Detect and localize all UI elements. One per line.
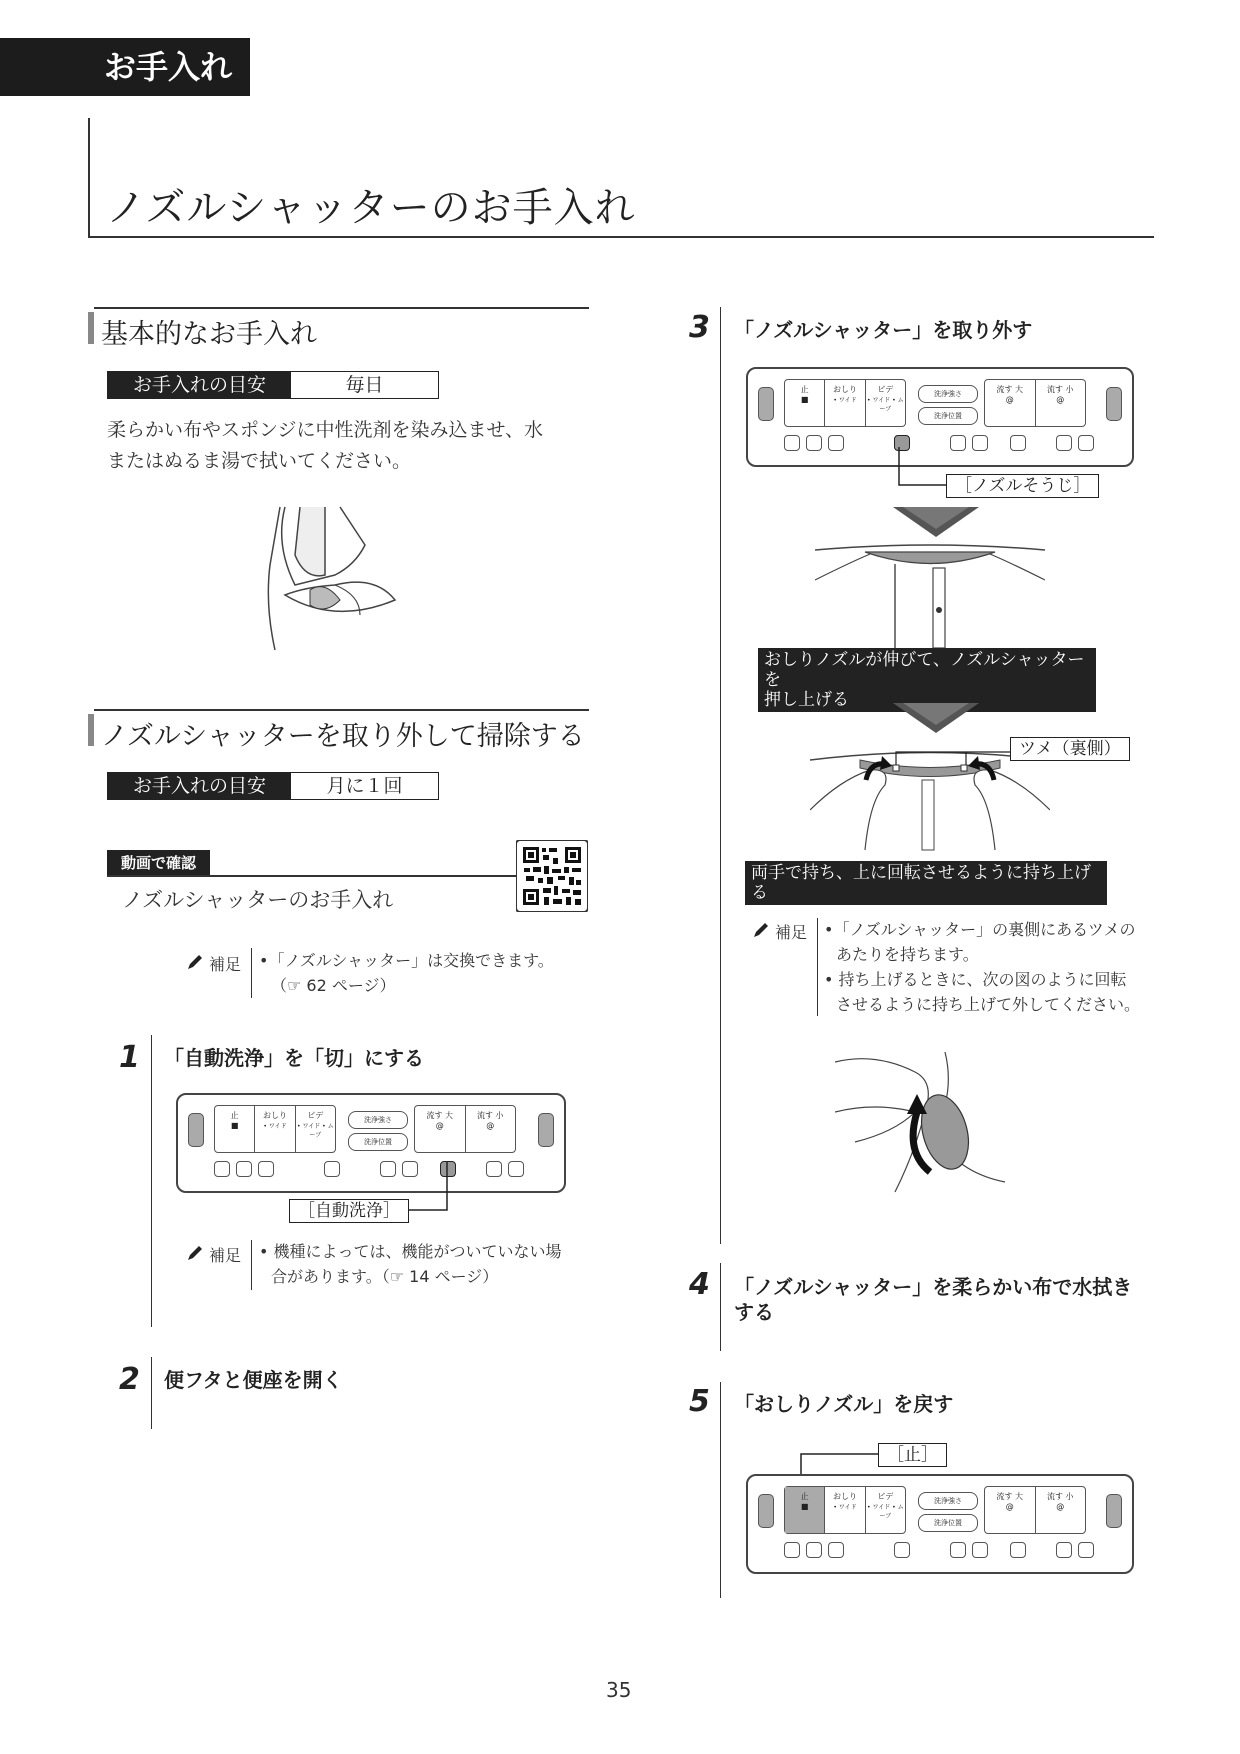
panel-mode-group [784, 379, 906, 427]
step-3-note-label: 補足 [775, 923, 808, 942]
small-key[interactable] [508, 1161, 524, 1177]
pencil-icon [752, 921, 770, 939]
step-1-note [259, 1239, 562, 1289]
flush-large-key[interactable]: 流す 大 @ [415, 1106, 466, 1152]
step-1-note-divider [251, 1240, 252, 1290]
position-key[interactable]: 洗浄位置 [918, 407, 978, 425]
note-text [259, 948, 554, 998]
remote-panel-step1 [176, 1093, 566, 1193]
guide-value: 毎日 [345, 374, 384, 396]
step-3-number: 3 [689, 310, 710, 345]
position-key[interactable]: 洗浄位置 [918, 1514, 978, 1532]
auto-flush-key[interactable] [1010, 435, 1026, 451]
guide-label: お手入れの目安 [108, 372, 291, 398]
small-key[interactable] [828, 435, 844, 451]
guide-box-daily [107, 371, 439, 399]
section-remove-rule [94, 709, 589, 711]
pencil-icon [186, 1244, 204, 1262]
step-3-caption-2: 両手で持ち、上に回転させるように持ち上げる [745, 861, 1107, 905]
section-remove-title: ノズルシャッターを取り外して掃除する [101, 721, 585, 752]
stop-key[interactable]: 止 ■ [215, 1106, 255, 1152]
small-key[interactable] [1056, 435, 1072, 451]
guide-value: 月に１回 [326, 775, 403, 797]
small-key[interactable] [828, 1542, 844, 1558]
panel-bottom-keys [784, 1542, 1094, 1558]
down-arrow-icon [893, 703, 979, 733]
step-4-number: 4 [689, 1267, 710, 1302]
step-1-callout: ［自動洗浄］ [289, 1199, 409, 1223]
step-3-text: 「ノズルシャッター」を取り外す [734, 318, 1033, 342]
small-key[interactable] [486, 1161, 502, 1177]
section-remove-marker [88, 714, 94, 746]
section-basic-marker [88, 312, 94, 344]
nozzle-clean-key[interactable] [324, 1161, 340, 1177]
nozzle-clean-key[interactable] [894, 1542, 910, 1558]
flush-group [414, 1105, 516, 1153]
panel-right-cap [1106, 1494, 1122, 1528]
category-tab: お手入れ [0, 38, 250, 96]
small-key[interactable] [1056, 1542, 1072, 1558]
small-key[interactable] [236, 1161, 252, 1177]
title-vertical-rule [88, 118, 90, 238]
small-key[interactable] [214, 1161, 230, 1177]
guide-label: お手入れの目安 [108, 773, 291, 799]
panel-bottom-keys [214, 1161, 524, 1177]
basic-instructions [107, 415, 597, 477]
panel-left-cap [758, 1494, 774, 1528]
small-key[interactable] [806, 435, 822, 451]
small-key[interactable] [806, 1542, 822, 1558]
qr-code-icon[interactable] [516, 840, 588, 912]
pressure-key[interactable]: 洗浄強さ [348, 1111, 408, 1129]
oshiri-key[interactable]: おしり • ワイド [255, 1106, 295, 1152]
step-4-text [734, 1275, 1132, 1325]
step-5-text: 「おしりノズル」を戻す [734, 1392, 954, 1416]
rotate-lift-illustration [835, 1052, 1035, 1202]
small-key[interactable] [380, 1161, 396, 1177]
video-title[interactable]: ノズルシャッターのお手入れ [122, 888, 394, 912]
note-label: 補足 [209, 955, 242, 974]
flush-group [984, 1486, 1086, 1534]
caption-1-line2: 押し上げる [764, 690, 849, 710]
step-4-rule [720, 1263, 721, 1351]
step-4-text-line1: 「ノズルシャッター」を柔らかい布で水拭き [734, 1275, 1133, 1299]
small-key[interactable] [784, 1542, 800, 1558]
pressure-key[interactable]: 洗浄強さ [918, 1492, 978, 1510]
note-line1: •「ノズルシャッター」は交換できます。 [259, 951, 554, 970]
step-5-number: 5 [689, 1384, 710, 1419]
tab-callout: ツメ（裏側） [1010, 737, 1130, 761]
small-key[interactable] [1078, 1542, 1094, 1558]
step-1-note-line2[interactable]: 合があります。（☞ 14 ページ） [271, 1267, 499, 1286]
panel-mode-group [784, 1486, 906, 1534]
auto-flush-key[interactable] [1010, 1542, 1026, 1558]
page-number: 35 [606, 1678, 632, 1702]
flush-small-key[interactable]: 流す 小 @ [1046, 385, 1074, 404]
small-key[interactable] [784, 435, 800, 451]
panel-right-cap [1106, 387, 1122, 421]
flush-group [984, 379, 1086, 427]
stop-key-highlight[interactable]: 止 ■ [785, 1487, 825, 1533]
oshiri-key[interactable]: おしり • ワイド [825, 1487, 865, 1533]
step-3-note-line3: • 持ち上げるときに、次の図のように回転 [824, 970, 1127, 989]
panel-mode-group [214, 1105, 336, 1153]
guide-box-monthly [107, 772, 439, 800]
step-2-rule [151, 1357, 152, 1429]
step-1-text: 「自動洗浄」を「切」にする [164, 1046, 424, 1070]
step-4-text-line2: する [734, 1300, 774, 1324]
toilet-wiping-illustration [225, 505, 425, 655]
stop-key[interactable]: 止 ■ [785, 380, 825, 426]
step-1-number: 1 [119, 1040, 140, 1075]
pencil-icon [186, 953, 204, 971]
pressure-key[interactable]: 洗浄強さ [918, 385, 978, 403]
section-basic-title: 基本的なお手入れ [101, 319, 317, 350]
position-key[interactable]: 洗浄位置 [348, 1133, 408, 1151]
note-line2[interactable]: （☞ 62 ページ） [271, 976, 396, 995]
step-2-text: 便フタと便座を開く [164, 1368, 343, 1392]
basic-instructions-line2: またはぬるま湯で拭いてください。 [107, 450, 412, 472]
step-1-rule [151, 1035, 152, 1327]
panel-left-cap [188, 1113, 204, 1147]
video-label: 動画で確認 [107, 850, 210, 876]
step-2-number: 2 [119, 1362, 140, 1397]
section-basic-rule [94, 307, 589, 309]
small-key[interactable] [972, 1542, 988, 1558]
flush-small-key[interactable]: 流す 小 @ [476, 1111, 504, 1130]
caption-1-line1: おしりノズルが伸びて、ノズルシャッターを [764, 650, 1085, 690]
step-5-callout: ［止］ [878, 1443, 947, 1467]
step-3-callout: ［ノズルそうじ］ [946, 474, 1099, 498]
remote-panel-step5 [746, 1474, 1134, 1574]
step-3-note [824, 917, 1140, 1017]
note-divider [251, 948, 252, 998]
step-3-note-divider [817, 918, 818, 1016]
step-3-note-line1: •「ノズルシャッター」の裏側にあるツメの [824, 920, 1136, 939]
panel-left-cap [758, 387, 774, 421]
step-3-note-line4: させるように持ち上げて外してください。 [836, 995, 1141, 1014]
flush-large-key[interactable]: 流す 大 @ [985, 1487, 1036, 1533]
small-key[interactable] [950, 1542, 966, 1558]
bidet-key[interactable]: ビデ • ワイド • ムーブ [867, 385, 904, 413]
bidet-key[interactable]: ビデ • ワイド • ムーブ [867, 1492, 904, 1520]
step-1-leader-line [400, 1160, 460, 1220]
step-1-note-label: 補足 [209, 1246, 242, 1265]
bidet-key[interactable]: ビデ • ワイド • ムーブ [297, 1111, 334, 1139]
panel-right-cap [538, 1113, 554, 1147]
flush-small-key[interactable]: 流す 小 @ [1046, 1492, 1074, 1511]
oshiri-key[interactable]: おしり • ワイド [825, 380, 865, 426]
step-5-rule [720, 1382, 721, 1598]
step-3-note-line2: あたりを持ちます。 [836, 945, 979, 964]
title-underline [88, 236, 1154, 238]
down-arrow-icon [893, 507, 979, 537]
step-3-rule [720, 307, 721, 1244]
basic-instructions-line1: 柔らかい布やスポンジに中性洗剤を染み込ませ、水 [107, 419, 543, 441]
small-key[interactable] [258, 1161, 274, 1177]
video-rule [107, 875, 517, 877]
nozzle-extend-illustration [815, 540, 1045, 650]
small-key[interactable] [1078, 435, 1094, 451]
small-key[interactable] [972, 435, 988, 451]
page-title: ノズルシャッターのお手入れ [106, 185, 636, 231]
flush-large-key[interactable]: 流す 大 @ [985, 380, 1036, 426]
step-1-note-line1: • 機種によっては、機能がついていない場 [259, 1242, 562, 1261]
